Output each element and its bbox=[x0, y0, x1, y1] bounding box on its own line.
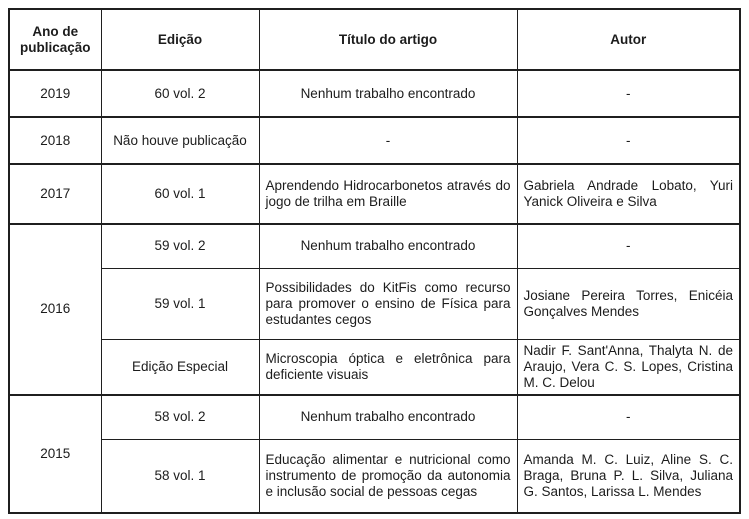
header-year: Ano de publicação bbox=[9, 9, 101, 70]
title-cell: Possibilidades do KitFis como recurso para promover o ensino de Física para estudantes cegos bbox=[259, 268, 517, 339]
title-cell: Nenhum trabalho encontrado bbox=[259, 224, 517, 268]
author-cell: Nadir F. Sant'Anna, Thalyta N. de Araujo, Vera C. S. Lopes, Cristina M. C. Delou bbox=[517, 339, 740, 395]
author-cell: Gabriela Andrade Lobato, Yuri Yanick Oliveira e Silva bbox=[517, 164, 740, 224]
edition-cell: 60 vol. 1 bbox=[101, 164, 259, 224]
author-cell: Amanda M. C. Luiz, Aline S. C. Braga, Bruna P. L. Silva, Juliana G. Santos, Larissa L. Mendes bbox=[517, 440, 740, 513]
table-row bbox=[9, 395, 740, 440]
edition-cell: 58 vol. 2 bbox=[101, 395, 259, 440]
table-row bbox=[9, 440, 740, 513]
table-row bbox=[9, 268, 740, 339]
header-row bbox=[9, 9, 740, 70]
title-cell: Nenhum trabalho encontrado bbox=[259, 70, 517, 117]
publications-table bbox=[8, 8, 741, 514]
year-cell: 2017 bbox=[9, 164, 101, 224]
title-cell: Aprendendo Hidrocarbonetos através do jogo de trilha em Braille bbox=[259, 164, 517, 224]
title-cell: Nenhum trabalho encontrado bbox=[259, 395, 517, 440]
table-row bbox=[9, 224, 740, 268]
author-cell: Josiane Pereira Torres, Enicéia Gonçalves Mendes bbox=[517, 268, 740, 339]
title-cell: - bbox=[259, 117, 517, 164]
header-edition: Edição bbox=[101, 9, 259, 70]
author-cell: - bbox=[517, 70, 740, 117]
edition-cell: Edição Especial bbox=[101, 339, 259, 395]
edition-cell: 59 vol. 2 bbox=[101, 224, 259, 268]
year-cell: 2019 bbox=[9, 70, 101, 117]
edition-cell: 60 vol. 2 bbox=[101, 70, 259, 117]
edition-cell: 58 vol. 1 bbox=[101, 440, 259, 513]
header-author: Autor bbox=[517, 9, 740, 70]
author-cell: - bbox=[517, 117, 740, 164]
title-cell: Microscopia óptica e eletrônica para deficiente visuais bbox=[259, 339, 517, 395]
edition-cell: Não houve publicação bbox=[101, 117, 259, 164]
title-cell: Educação alimentar e nutricional como instrumento de promoção da autonomia e inclusão social de pessoas cegas bbox=[259, 440, 517, 513]
table-row bbox=[9, 164, 740, 224]
header-title: Título do artigo bbox=[259, 9, 517, 70]
table-row bbox=[9, 70, 740, 117]
edition-cell: 59 vol. 1 bbox=[101, 268, 259, 339]
year-cell: 2018 bbox=[9, 117, 101, 164]
table-row bbox=[9, 117, 740, 164]
year-cell: 2015 bbox=[9, 395, 101, 513]
year-cell: 2016 bbox=[9, 224, 101, 395]
table-row bbox=[9, 339, 740, 395]
author-cell: - bbox=[517, 224, 740, 268]
author-cell: - bbox=[517, 395, 740, 440]
